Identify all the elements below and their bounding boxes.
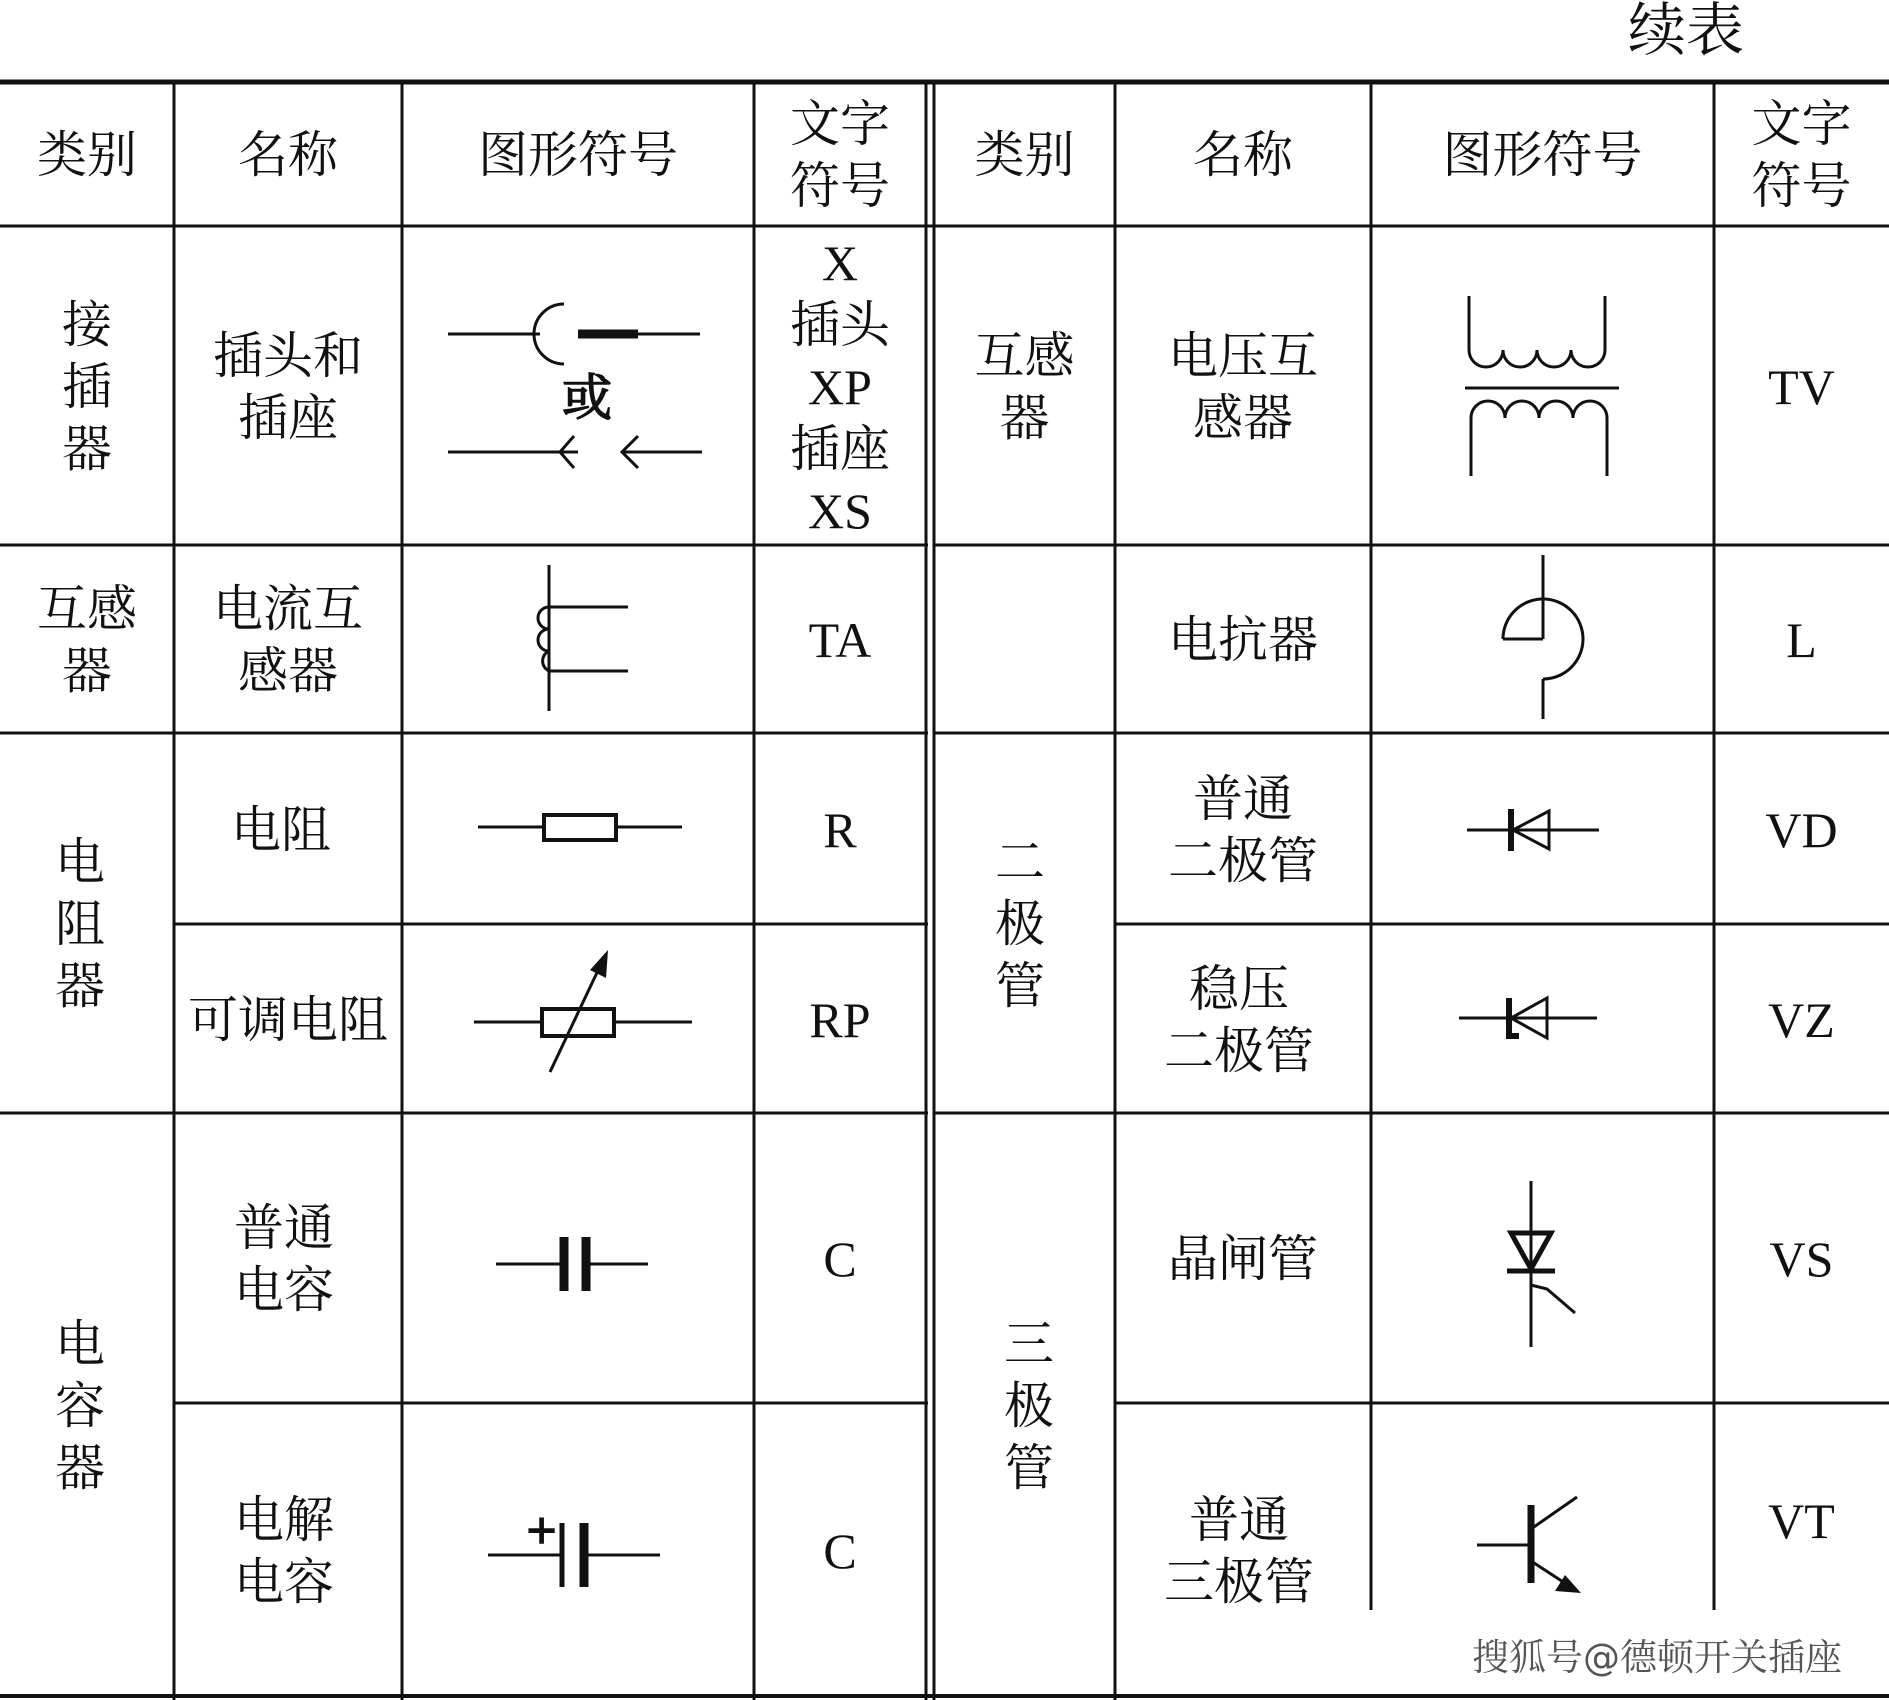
code-transistor: VT xyxy=(1768,1493,1835,1549)
category-capacitor: 电 容 器 xyxy=(55,1314,105,1497)
voltage-transformer-symbol xyxy=(1371,228,1714,545)
header-name-left: 名称 xyxy=(238,126,338,184)
name-transistor: 普通 三极管 xyxy=(1164,1490,1314,1611)
code-capacitor: C xyxy=(823,1231,857,1287)
capacitor-symbol xyxy=(402,1115,754,1403)
header-name-right: 名称 xyxy=(1193,126,1293,184)
name-plug-socket: 插头和 插座 xyxy=(213,326,363,447)
watermark: 搜狐号@德顿开关插座 xyxy=(1472,1636,1842,1679)
thyristor-symbol xyxy=(1371,1115,1714,1403)
resistor-symbol xyxy=(402,735,754,924)
header-graphic-symbol-left: 图形符号 xyxy=(478,126,678,184)
category-resistor: 电 阻 器 xyxy=(55,833,105,1015)
name-resistor: 电阻 xyxy=(231,800,331,859)
zener-diode-symbol xyxy=(1371,926,1714,1113)
electrolytic-capacitor-symbol xyxy=(402,1405,754,1696)
plug-and-socket-symbol xyxy=(402,228,754,545)
header-text-symbol-right: 文字 符号 xyxy=(1751,95,1852,215)
code-thyristor: VS xyxy=(1769,1231,1834,1287)
name-zener-diode: 稳压 二极管 xyxy=(1164,959,1314,1080)
reactor-symbol xyxy=(1371,547,1714,733)
code-current-transformer: TA xyxy=(808,612,872,668)
current-transformer-symbol xyxy=(402,547,754,733)
category-triode: 三 极 管 xyxy=(1004,1314,1054,1497)
code-reactor: L xyxy=(1786,612,1817,668)
code-resistor: R xyxy=(823,801,857,858)
header-graphic-symbol-right: 图形符号 xyxy=(1442,126,1643,184)
code-voltage-transformer: TV xyxy=(1768,358,1835,415)
or-label: 或 xyxy=(562,368,612,427)
variable-resistor-symbol xyxy=(402,926,754,1113)
name-variable-resistor: 可调电阻 xyxy=(188,990,388,1049)
name-voltage-transformer: 电压互 感器 xyxy=(1168,326,1318,447)
code-diode: VD xyxy=(1765,801,1838,858)
plus-sign: + xyxy=(524,1505,560,1554)
code-plug-socket: X 插头 XP 插座 XS xyxy=(790,234,890,539)
table-caption: 续表 xyxy=(1628,0,1745,64)
category-transformer-left: 互感 器 xyxy=(37,580,137,700)
code-electrolytic-capacitor: C xyxy=(823,1522,857,1579)
code-variable-resistor: RP xyxy=(809,991,871,1048)
name-thyristor: 晶闸管 xyxy=(1168,1230,1318,1288)
header-category-right: 类别 xyxy=(974,126,1075,184)
name-electrolytic-capacitor: 电解 电容 xyxy=(234,1490,334,1611)
name-diode: 普通 二极管 xyxy=(1168,769,1318,890)
header-category-left: 类别 xyxy=(37,126,137,184)
category-blank xyxy=(934,547,1115,733)
name-reactor: 电抗器 xyxy=(1168,611,1318,669)
header-text-symbol-left: 文字 符号 xyxy=(790,95,890,215)
code-zener-diode: VZ xyxy=(1768,991,1835,1048)
diode-symbol xyxy=(1371,735,1714,924)
category-connector: 接 插 器 xyxy=(62,295,112,478)
category-transformer-right: 互感 器 xyxy=(974,326,1075,447)
name-capacitor: 普通 电容 xyxy=(234,1199,334,1319)
name-current-transformer: 电流互 感器 xyxy=(213,580,363,700)
category-diode: 二 极 管 xyxy=(995,833,1045,1015)
